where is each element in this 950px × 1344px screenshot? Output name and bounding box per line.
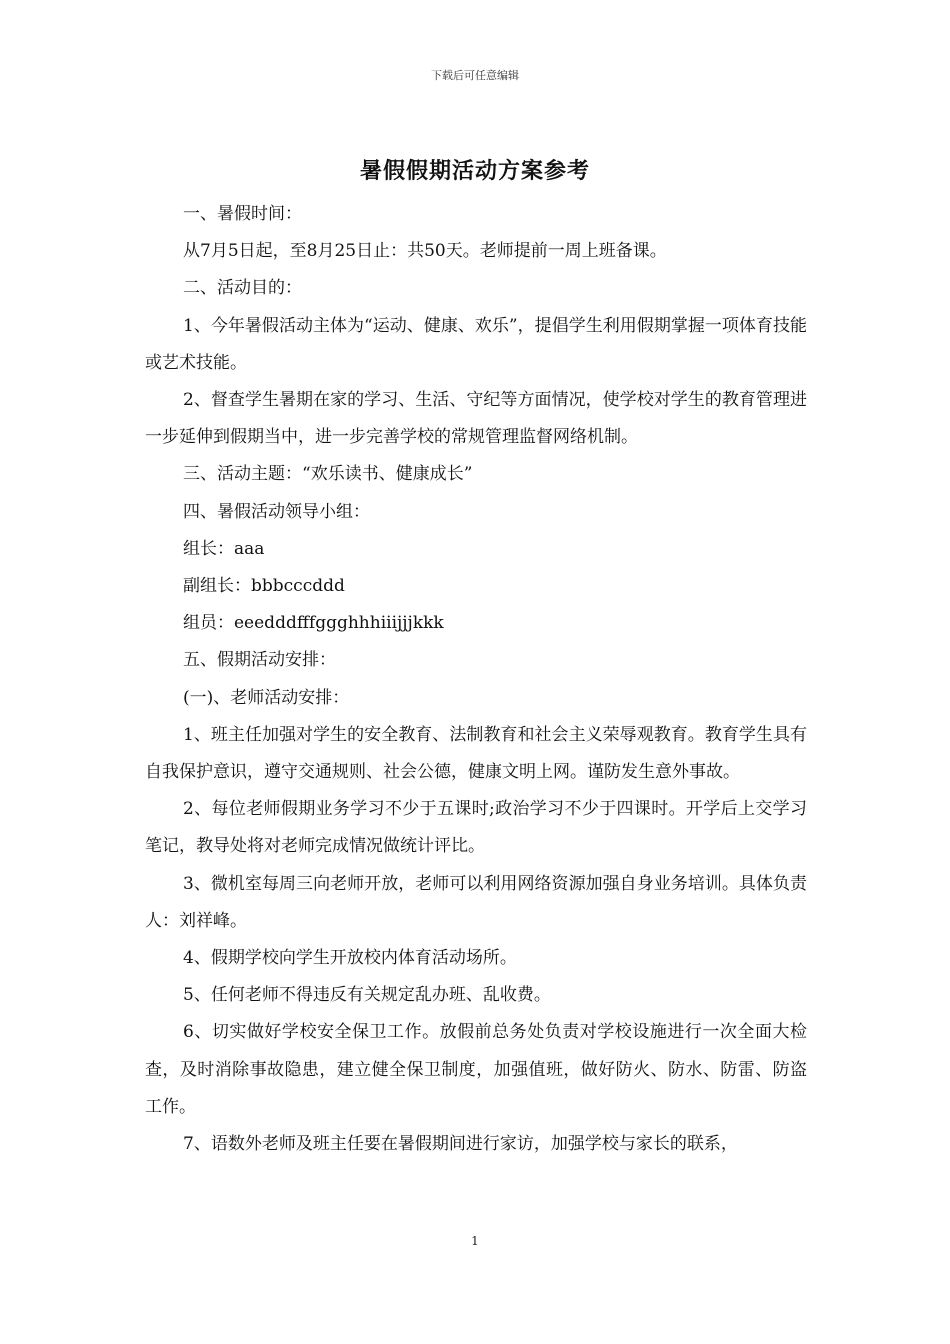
paragraph: 6、切实做好学校安全保卫工作。放假前总务处负责对学校设施进行一次全面大检查，及时消除事故隐患，建立健全保卫制度，加强值班，做好防火、防水、防雷、防盗工作。 [145, 1022, 807, 1117]
paragraph: 1、今年暑假活动主体为“运动、健康、欢乐”，提倡学生利用假期掌握一项体育技能或艺术技能。 [145, 315, 807, 373]
paragraph: 副组长：bbbcccddd [183, 576, 345, 597]
paragraph: 5、任何老师不得违反有关规定乱办班、乱收费。 [183, 985, 551, 1006]
document-body [145, 196, 807, 1163]
paragraph: 四、暑假活动领导小组： [183, 501, 370, 522]
paragraph: 2、每位老师假期业务学习不少于五课时;政治学习不少于四课时。开学后上交学习笔记，教导处将对老师完成情况做统计评比。 [145, 799, 807, 857]
paragraph: 组员：eeedddfffggghhhiiijjjkkk [183, 613, 444, 634]
paragraph: 五、假期活动安排： [183, 650, 336, 671]
paragraph: 3、微机室每周三向老师开放，老师可以利用网络资源加强自身业务培训。具体负责人：刘祥峰。 [145, 873, 807, 931]
paragraph: 二、活动目的： [183, 278, 302, 299]
paragraph: 1、班主任加强对学生的安全教育、法制教育和社会主义荣辱观教育。教育学生具有自我保护意识，遵守交通规则、社会公德，健康文明上网。谨防发生意外事故。 [145, 724, 807, 783]
paragraph: 一、暑假时间： [183, 204, 302, 224]
document-title: 暑假假期活动方案参考 [359, 159, 590, 184]
page-number: 1 [471, 1234, 479, 1248]
paragraph: 2、督查学生暑期在家的学习、生活、守纪等方面情况，使学校对学生的教育管理进一步延伸到假期当中，进一步完善学校的常规管理监督网络机制。 [145, 390, 807, 448]
paragraph: 组长：aaa [183, 538, 265, 559]
paragraph: 4、假期学校向学生开放校内体育活动场所。 [183, 948, 517, 969]
paragraph: 7、语数外老师及班主任要在暑假期间进行家访，加强学校与家长的联系， [183, 1134, 738, 1155]
header-note: 下载后可任意编辑 [431, 69, 519, 82]
paragraph: 从7月5日起，至8月25日止：共50天。老师提前一周上班备课。 [183, 241, 667, 262]
paragraph: (一)、老师活动安排： [183, 687, 350, 708]
paragraph: 三、活动主题：“欢乐读书、健康成长” [183, 464, 473, 485]
